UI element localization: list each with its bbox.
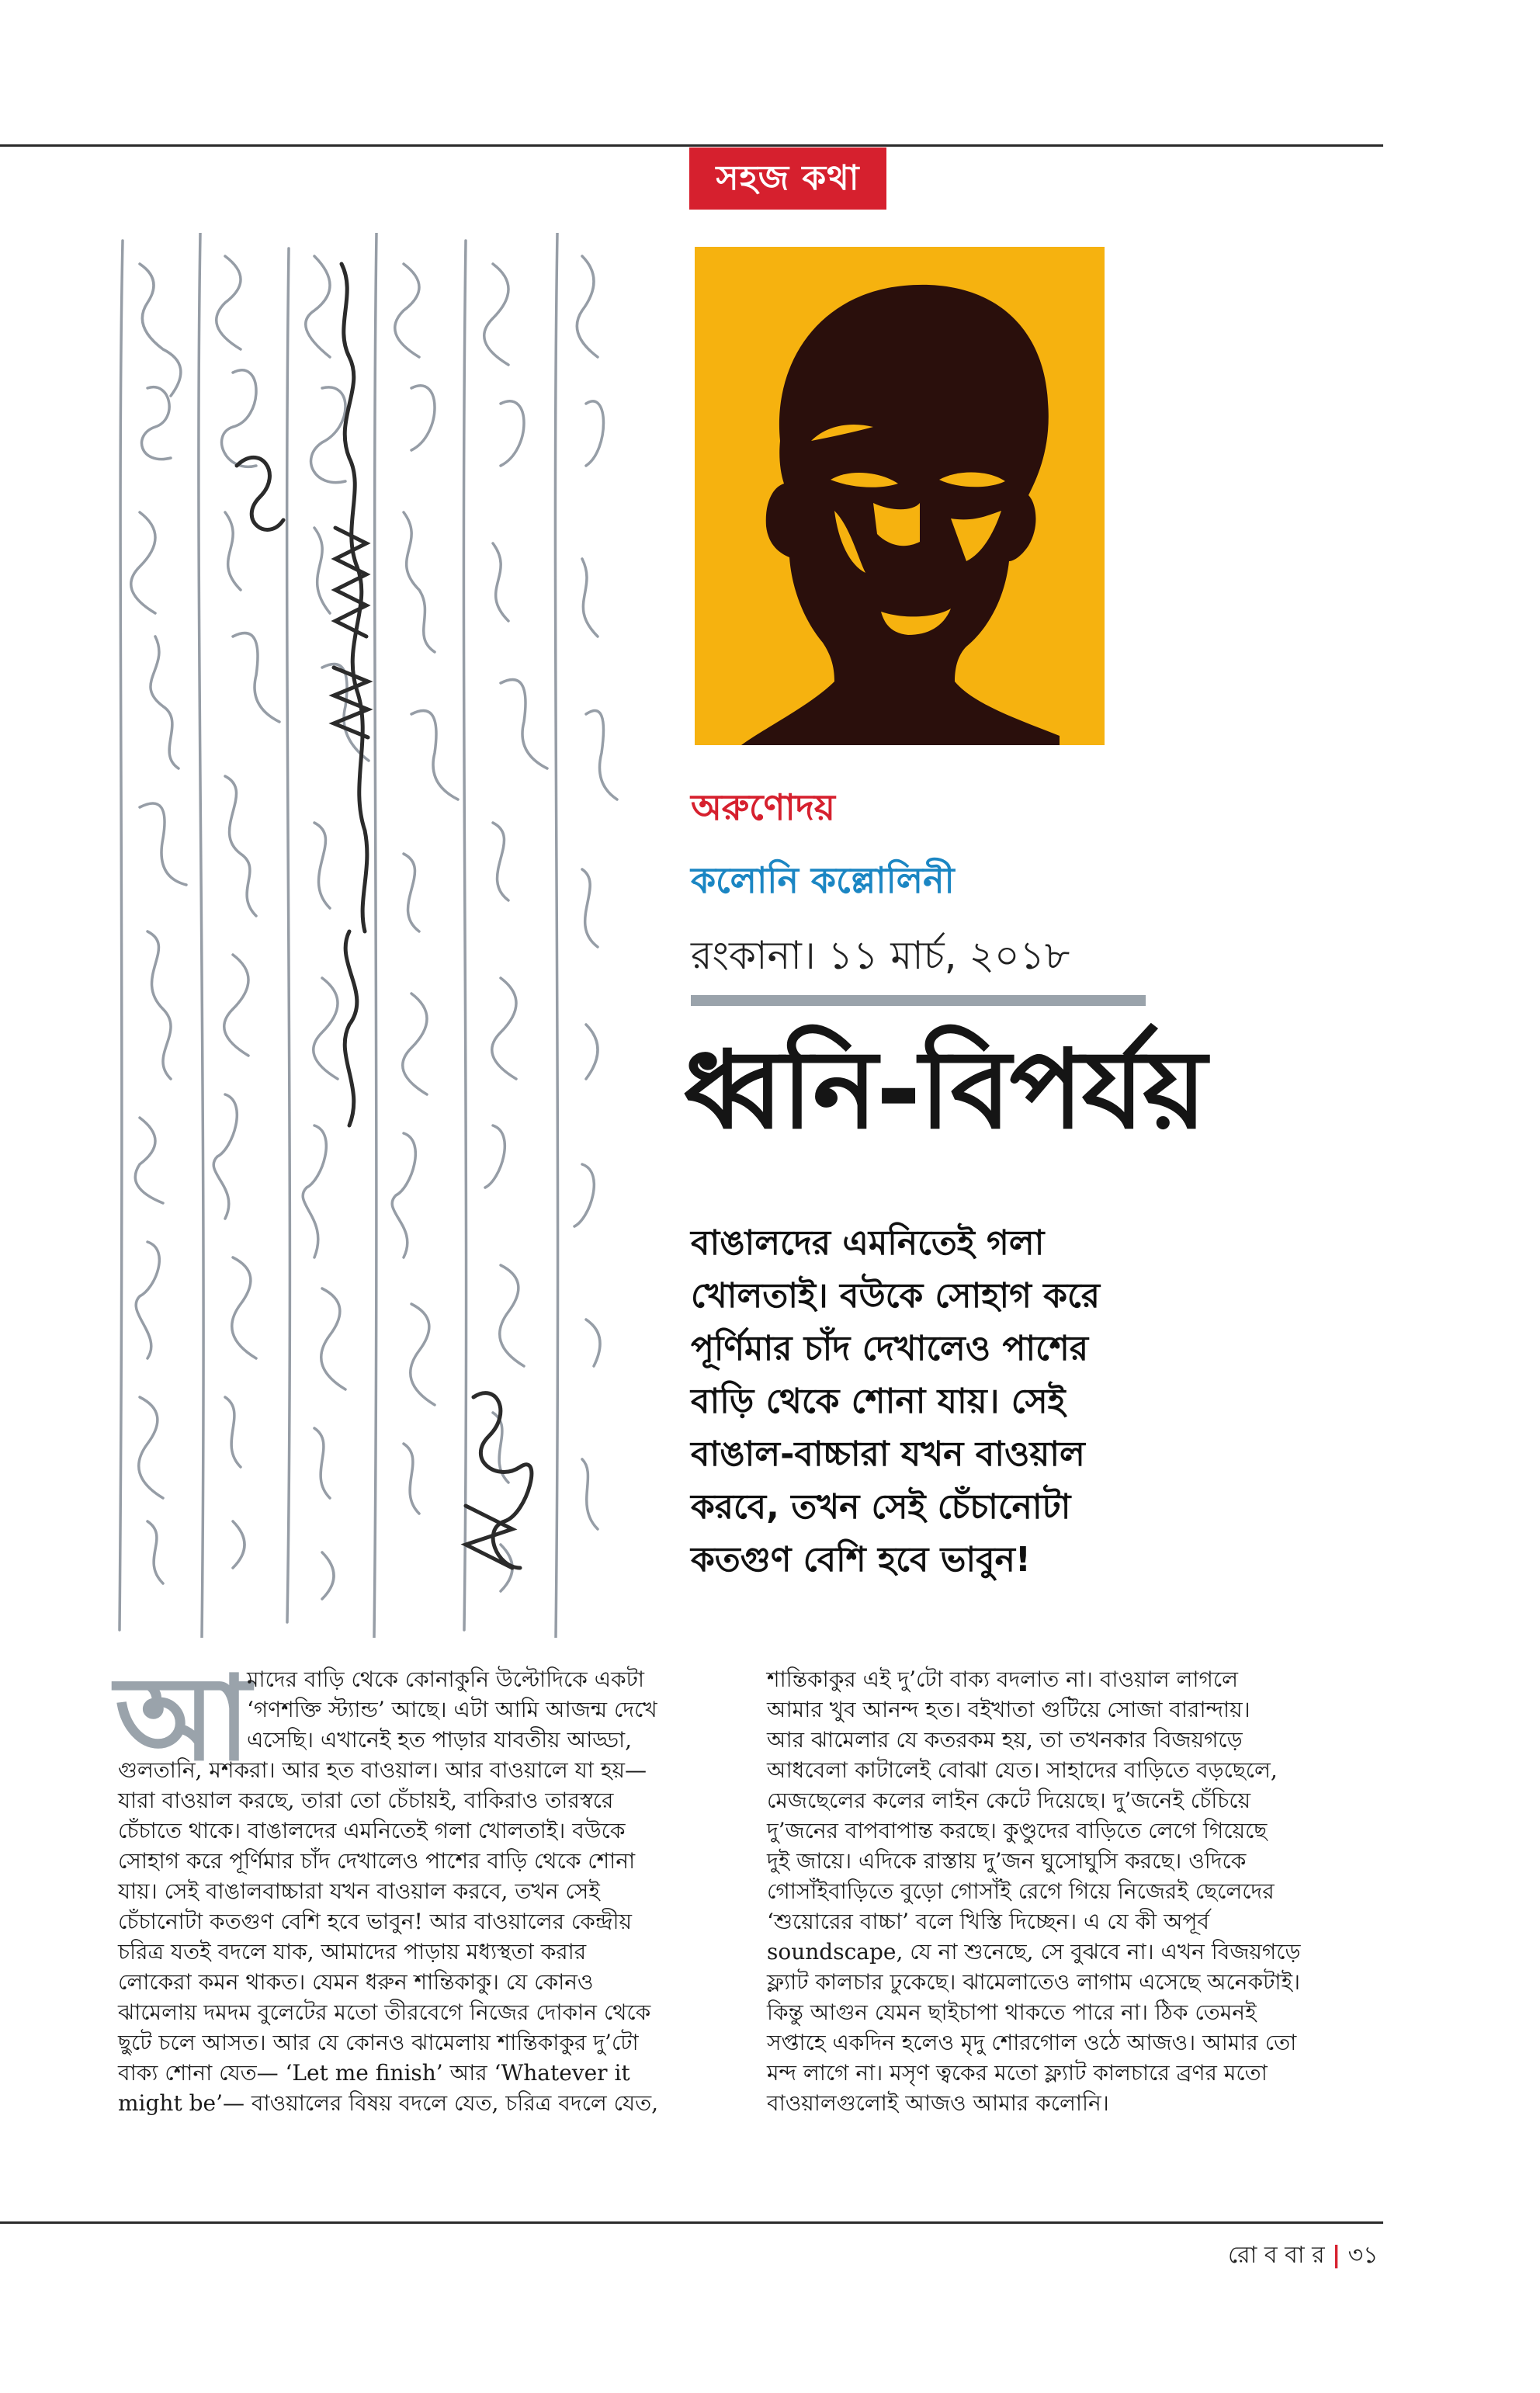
article-headline: ধ্বনি-বিপর্যয় xyxy=(683,1027,1205,1153)
body-column-right xyxy=(767,1664,1380,2118)
body-line: আর ঝামেলার যে কতরকম হয়, তা তখনকার বিজয়গড়ে xyxy=(767,1727,1243,1753)
body-line: আমার খুব আনন্দ হত। বইখাতা গুটিয়ে সোজা বারান্দায়। xyxy=(767,1697,1250,1722)
body-line: মন্দ লাগে না। মসৃণ ত্বকের মতো ফ্ল্যাট কালচারে ব্রণর মতো xyxy=(767,2060,1268,2086)
standfirst-line: খোলতাই। বউকে সোহাগ করে xyxy=(691,1276,1100,1316)
bottom-rule xyxy=(0,2221,1383,2224)
standfirst-line: বাড়ি থেকে শোনা যায়। সেই xyxy=(691,1382,1066,1421)
standfirst-line: কতগুণ বেশি হবে ভাবুন! xyxy=(691,1540,1031,1580)
body-line: ছুটে চলে আসত। আর যে কোনও ঝামেলায় শান্তিকাকুর দু’টো xyxy=(118,2030,639,2055)
standfirst-line: পূর্ণিমার চাঁদ দেখালেও পাশের xyxy=(691,1329,1089,1368)
body-line: গোসাঁইবাড়িতে বুড়ো গোসাঁই রেগে গিয়ে নিজেরই ছেলেদের xyxy=(767,1878,1275,1904)
column-name: অরুণোদয় xyxy=(691,786,836,828)
body-line: চরিত্র যতই বদলে যাক, আমাদের পাড়ায় মধ্যস্থতা করার xyxy=(118,1939,587,1965)
body-line: বাওয়ালগুলোই আজও আমার কলোনি। xyxy=(767,2090,1109,2116)
author-portrait-illustration xyxy=(695,247,1105,745)
body-line: কিন্তু আগুন যেমন ছাইচাপা থাকতে পারে না। ঠিক তেমনই xyxy=(767,1999,1257,2025)
standfirst-line: বাঙালদের এমনিতেই গলা xyxy=(691,1223,1045,1263)
magazine-name: রো ব বা র xyxy=(1228,2242,1325,2269)
handwritten-manuscript-illustration xyxy=(109,233,621,1638)
body-line: দু’জনের বাপবাপান্ত করছে। কুণ্ডুদের বাড়িতে লেগে গিয়েছে xyxy=(767,1818,1268,1843)
standfirst xyxy=(691,1217,1172,1587)
body-line: দুই জায়ে। এদিকে রাস্তায় দু’জন ঘুসোঘুসি করছে। ওদিকে xyxy=(767,1848,1247,1874)
divider-bar xyxy=(691,995,1146,1006)
body-line: ফ্ল্যাট কালচার ঢুকেছে। ঝামেলাতেও লাগাম এসেছে অনেকটাই। xyxy=(767,1969,1301,1995)
body-line: গুলতানি, মশকরা। আর হত বাওয়াল। আর বাওয়ালে যা হয়— xyxy=(118,1757,647,1783)
section-tag: সহজ কথা xyxy=(689,147,886,210)
byline-dateline: রংকানা। ১১ মার্চ, ২০১৮ xyxy=(691,933,1070,978)
body-line: আধবেলা কাটালেই বোঝা যেত। সাহাদের বাড়িতে বড়ছেলে, xyxy=(767,1757,1278,1783)
body-line: ‘শুয়োরের বাচ্চা’ বলে খিস্তি দিচ্ছেন। এ যে কী অপূর্ব xyxy=(767,1909,1209,1934)
top-rule xyxy=(0,144,1383,147)
body-line: সপ্তাহে একদিন হলেও মৃদু শোরগোল ওঠে আজও। আমার তো xyxy=(767,2030,1297,2055)
body-line: শান্তিকাকুর এই দু’টো বাক্য বদলাত না। বাওয়াল লাগলে xyxy=(767,1666,1238,1692)
body-line: চেঁচাতে থাকে। বাঙালদের এমনিতেই গলা খোলতাই। বউকে xyxy=(118,1818,626,1843)
body-line: চেঁচানোটা কতগুণ বেশি হবে ভাবুন! আর বাওয়ালের কেন্দ্রীয় xyxy=(118,1909,633,1934)
footer-separator: | xyxy=(1332,2242,1341,2269)
body-line: এসেছি। এখানেই হত পাড়ার যাবতীয় আড্ডা, xyxy=(247,1727,633,1753)
page-footer xyxy=(1228,2240,1379,2271)
standfirst-line: বাঙাল-বাচ্চারা যখন বাওয়াল xyxy=(691,1434,1085,1474)
page-number: ৩১ xyxy=(1348,2242,1379,2269)
body-line: might be’— বাওয়ালের বিষয় বদলে যেত, চরিত্র বদলে যেত, xyxy=(118,2090,658,2116)
body-line: মেজছেলের কলের লাইন কেটে দিয়েছে। দু’জনেই চেঁচিয়ে xyxy=(767,1788,1251,1813)
body-line: ‘গণশক্তি স্ট্যান্ড’ আছে। এটা আমি আজন্ম দেখে xyxy=(247,1697,657,1722)
body-line: মাদের বাড়ি থেকে কোনাকুনি উল্টোদিকে একটা xyxy=(247,1666,645,1692)
body-line: soundscape, যে না শুনেছে, সে বুঝবে না। এখন বিজয়গড়ে xyxy=(767,1939,1301,1965)
series-name: কলোনি কল্লোলিনী xyxy=(691,859,955,901)
body-line: সোহাগ করে পূর্ণিমার চাঁদ দেখালেও পাশের বাড়ি থেকে শোনা xyxy=(118,1848,636,1874)
body-line: যারা বাওয়াল করছে, তারা তো চেঁচায়ই, বাকিরাও তারস্বরে xyxy=(118,1788,614,1813)
body-line: ঝামেলায় দমদম বুলেটের মতো তীরবেগে নিজের দোকান থেকে xyxy=(118,1999,651,2025)
body-column-left xyxy=(118,1664,716,2118)
body-line: লোকেরা কমন থাকত। যেমন ধরুন শান্তিকাকু। যে কোনও xyxy=(118,1969,594,1995)
drop-cap: আ xyxy=(115,1652,251,1787)
author-portrait xyxy=(695,247,1105,745)
body-line: বাক্য শোনা যেত— ‘Let me finish’ আর ‘Whatever it xyxy=(118,2060,630,2086)
standfirst-line: করবে, তখন সেই চেঁচানোটা xyxy=(691,1487,1071,1527)
body-line: যায়। সেই বাঙালবাচ্চারা যখন বাওয়াল করবে, তখন সেই xyxy=(118,1878,600,1904)
